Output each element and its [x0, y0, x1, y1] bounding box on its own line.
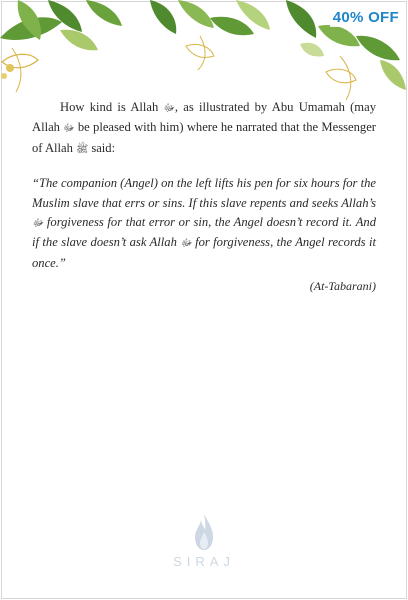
honorific-swt: ﷻ: [63, 123, 75, 135]
brand-name: SIRAJ: [173, 554, 235, 569]
quote-text-1: “The companion (Angel) on the left lifts his pen for six hours for the Muslim slave that errs or sins. If this slave repents and seeks Allah’s: [32, 176, 376, 210]
intro-text-2: , as illustrated by Abu Umamah (may Allah: [32, 100, 376, 135]
quote-text-3: for forgiveness, the Angel records it once.”: [32, 235, 376, 270]
intro-text-1: How kind is Allah: [60, 100, 164, 114]
intro-paragraph: [32, 98, 376, 159]
intro-text-4: said:: [88, 140, 116, 155]
honorific-saw: ﷺ: [76, 143, 89, 155]
honorific-swt: ﷻ: [180, 238, 192, 250]
flame-icon: [193, 512, 215, 552]
page-text: [32, 98, 376, 297]
hadith-quote: [32, 174, 376, 273]
quote-text-2: forgiveness for that error or sin, the Angel doesn’t record it. And if the slave doesn’t ask Allah: [32, 215, 376, 250]
intro-text-3: be pleased with him) where he narrated that the Messenger of Allah: [32, 120, 376, 155]
discount-badge: 40% OFF: [330, 8, 402, 27]
publisher-logo: [0, 512, 408, 569]
honorific-swt: ﷻ: [163, 103, 175, 114]
leaf-cluster-left: [0, 0, 122, 92]
hadith-source: (At-Tabarani): [309, 279, 376, 294]
leaf-cluster-center: [150, 0, 270, 70]
honorific-swt: ﷻ: [32, 218, 44, 230]
